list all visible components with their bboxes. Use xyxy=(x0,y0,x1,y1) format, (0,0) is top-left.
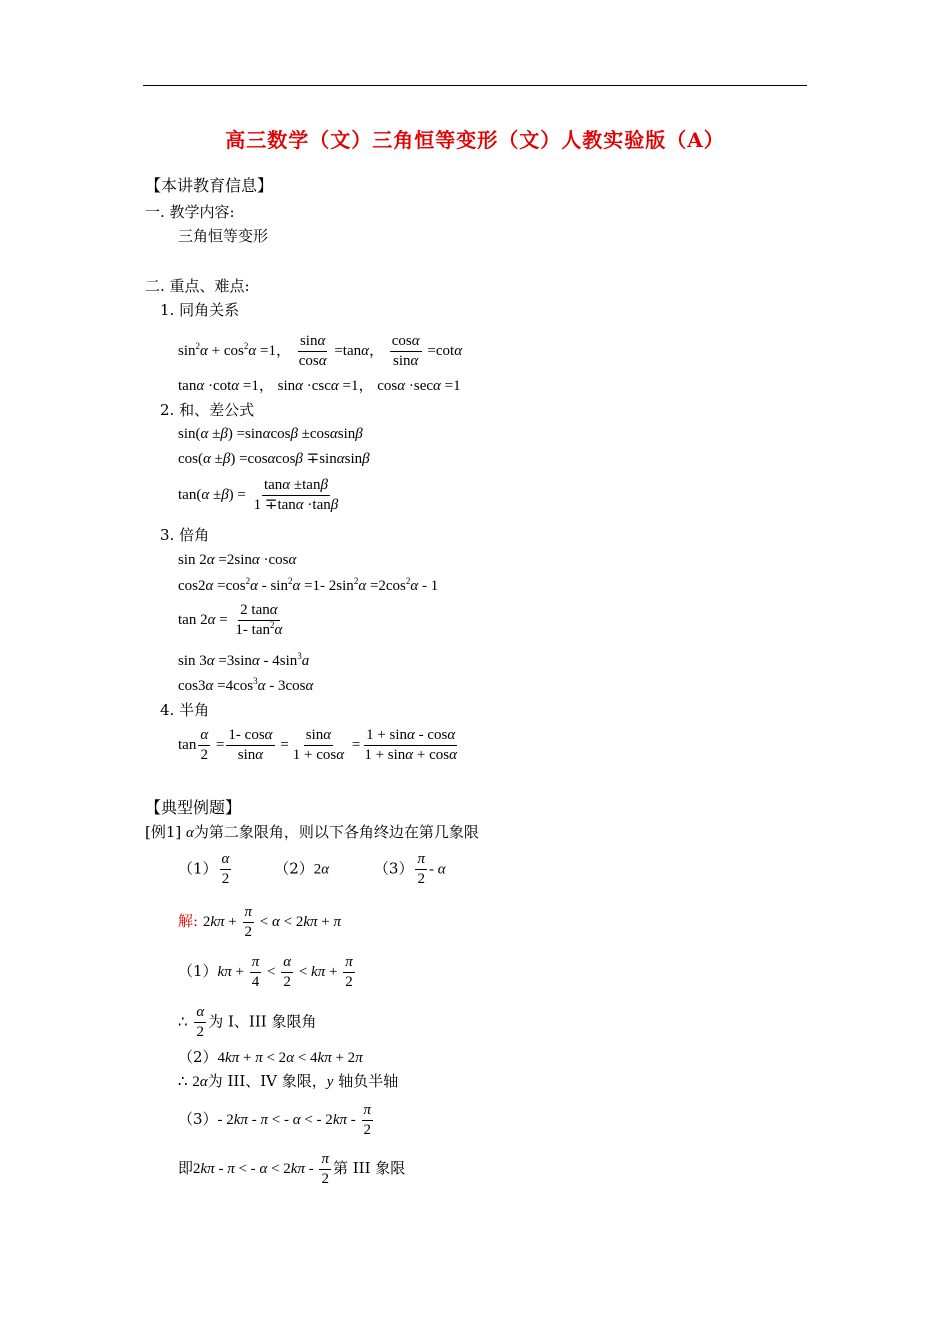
result-3-prefix: 即 xyxy=(178,1158,194,1177)
formula-tan-sum: tan(α ±β) = $\frac{\tan\alpha \pm\tan\beta}{1 \mp\tan\alpha \cdot\tan\beta}$ xyxy=(178,477,339,513)
formula-cos-sum: cos(α ±β) =cosαcosβ ∓sinαsinβ xyxy=(178,451,370,467)
solution-part-3-label: （3） xyxy=(178,1109,218,1128)
item-same-angle: 1. 同角关系 xyxy=(160,301,240,319)
example-1-parts: （1） $\frac{\alpha}{2}$ （2）2α （3） $\frac{\pi}{2}$ - α xyxy=(178,851,446,887)
example-1-label: [例1] xyxy=(145,823,182,841)
item-half-angle: 4. 半角 xyxy=(160,701,210,719)
result-3-text: 第 III 象限 xyxy=(332,1158,406,1177)
part-1-label: （1） xyxy=(178,859,218,878)
solution-part-2-label: （2） xyxy=(178,1048,218,1066)
formula-cos-double: $\cos 2\alpha =\cos^2\alpha - \sin^2\alpha =1-$ $2\sin^2\alpha =2\cos^2\alpha - 1$ xyxy=(178,576,439,594)
teaching-label: 一. 教学内容: xyxy=(145,203,235,221)
therefore-symbol-2: ∴ xyxy=(178,1072,188,1090)
example-1-text: 为第二象限角，则以下各角终边在第几象限 xyxy=(193,823,479,841)
result-2-text: 为 III、IV 象限， xyxy=(207,1072,327,1090)
section-examples-heading: 【典型例题】 xyxy=(145,798,242,817)
solution-part-1-label: （1） xyxy=(178,961,218,980)
solution-result-2: ∴ 2α为 III、IV 象限，y 轴负半轴 xyxy=(178,1072,399,1090)
solution-part-2: （2）4kπ + π < 2α < 4kπ + 2π xyxy=(178,1048,363,1066)
teaching-content: 三角恒等变形 xyxy=(178,227,269,245)
result-1-text: 为 I、III 象限角 xyxy=(208,1012,317,1031)
example-1-prompt: [例1] α为第二象限角，则以下各角终边在第几象限 xyxy=(145,823,479,841)
section-info-heading: 【本讲教育信息】 xyxy=(145,176,274,195)
header-rule xyxy=(143,85,807,86)
formula-sin-triple: $\sin 3\alpha =3\sin\alpha - 4\sin^3a$ xyxy=(178,651,310,669)
formula-tan-half: tan $\frac{\alpha}{2}$ = $\frac{1- \cos\alpha}{\sin\alpha}$ = $\frac{\sin\alpha}{1 + \cos\alpha}$ = $\frac{1 + \sin\alpha - \cos\alpha}{1 + \sin\alpha + \cos\alpha}$ xyxy=(178,727,458,763)
solution-result-1: ∴ $\frac{\alpha}{2}$ 为 I、III 象限角 xyxy=(178,1004,317,1040)
formula-sin-sum: sin(α ±β) =sinαcosβ ±cosαsinβ xyxy=(178,426,363,442)
solution-result-3: 即2kπ - π < - α < 2kπ - $\frac{\pi}{2}$ 第 III 象限 xyxy=(178,1151,406,1187)
item-sum-difference: 2. 和、差公式 xyxy=(160,401,255,419)
formula-reciprocal: tanα ·cotα =1， sinα ·cscα =1， cosα ·secα =1 xyxy=(178,378,461,394)
item-double-angle: 3. 倍角 xyxy=(160,526,210,544)
therefore-symbol-1: ∴ xyxy=(178,1012,188,1031)
formula-pythagorean: $\sin^2\alpha + \cos^2\alpha =1$， $\frac{\sin\alpha}{\cos\alpha}$ =tanα， $\frac{\cos\alpha}{\sin\alpha}$ =cotα xyxy=(178,333,463,369)
solution-label: 解: xyxy=(178,911,199,930)
part-3-label: （3） xyxy=(373,859,414,878)
formula-tan-double: tan 2α = $\frac{2 \tan\alpha}{1- \tan^2\alpha}$ xyxy=(178,602,283,638)
solution-part-1: （1）kπ + $\frac{\pi}{4}$ < $\frac{\alpha}{2}$ < kπ + $\frac{\pi}{2}$ xyxy=(178,954,353,990)
solution-range: 解: 2kπ + $\frac{\pi}{2}$ < α < 2kπ + π xyxy=(178,904,341,940)
key-points-label: 二. 重点、难点: xyxy=(145,277,250,295)
formula-sin-double: sin 2α =2sinα ·cosα xyxy=(178,552,297,568)
formula-cos-triple: $\cos 3\alpha =4\cos^3\alpha - 3\cos\alpha$ xyxy=(178,676,314,694)
page-title: 高三数学（文）三角恒等变形（文）人教实验版（A） xyxy=(225,128,725,152)
part-2-label: （2） xyxy=(274,859,314,878)
result-2-axis: 轴负半轴 xyxy=(338,1072,399,1090)
solution-part-3: （3）- 2kπ - π < - α < - 2kπ - $\frac{\pi}{2}$ xyxy=(178,1102,372,1138)
